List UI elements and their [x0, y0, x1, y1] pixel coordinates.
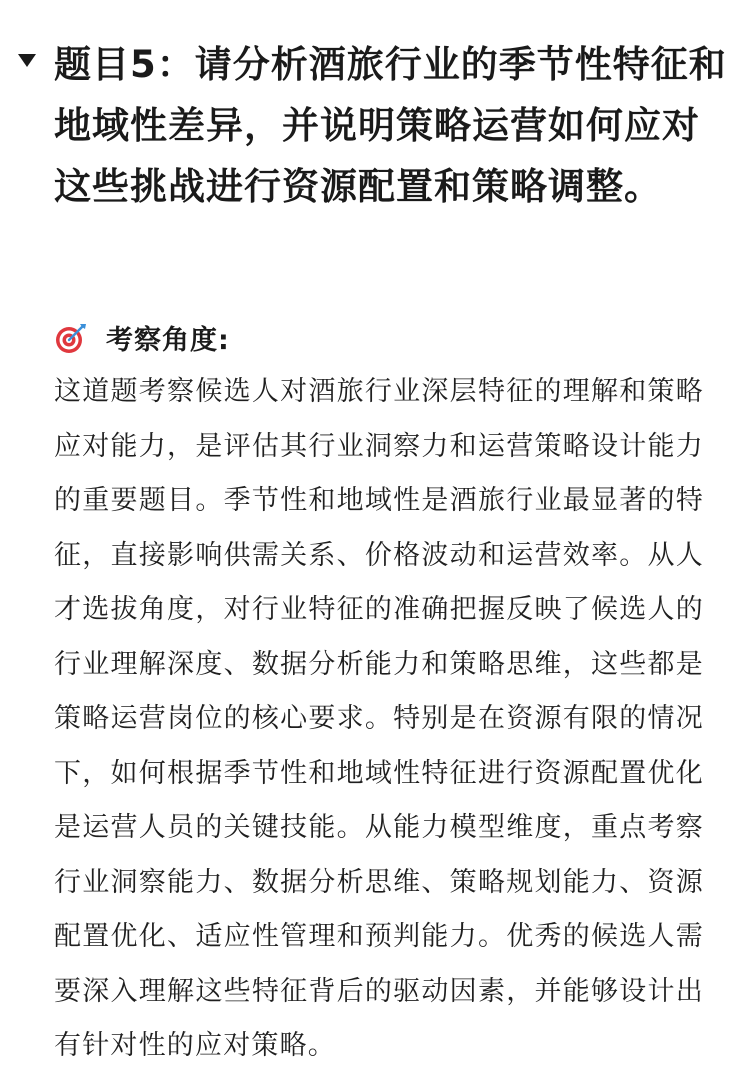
triangle-down-icon[interactable]	[18, 54, 36, 67]
section-heading	[18, 34, 728, 217]
target-dart-icon	[54, 321, 88, 355]
body-paragraph: 这道题考察候选人对酒旅行业深层特征的理解和策略应对能力，是评估其行业洞察力和运营策略设计能力的重要题目。季节性和地域性是酒旅行业最显著的特征，直接影响供需关系、价格波动和运营效率。从人才选拔角度，对行业特征的准确把握反映了候选人的行业理解深度、数据分析能力和策略思维，这些都是策略运营岗位的核心要求。特别是在资源有限的情况下，如何根据季节性和地域性特征进行资源配置优化是运营人员的关键技能。从能力模型维度，重点考察行业洞察能力、数据分析思维、策略规划能力、资源配置优化、适应性管理和预判能力。优秀的候选人需要深入理解这些特征背后的驱动因素，并能够设计出有针对性的应对策略。	[54, 376, 704, 1061]
subsection-heading	[54, 318, 230, 357]
subsection-title: 考察角度:	[106, 325, 230, 356]
section-title: 题目5：请分析酒旅行业的季节性特征和地域性差异，并说明策略运营如何应对这些挑战进行资源配置和策略调整。	[54, 43, 727, 208]
